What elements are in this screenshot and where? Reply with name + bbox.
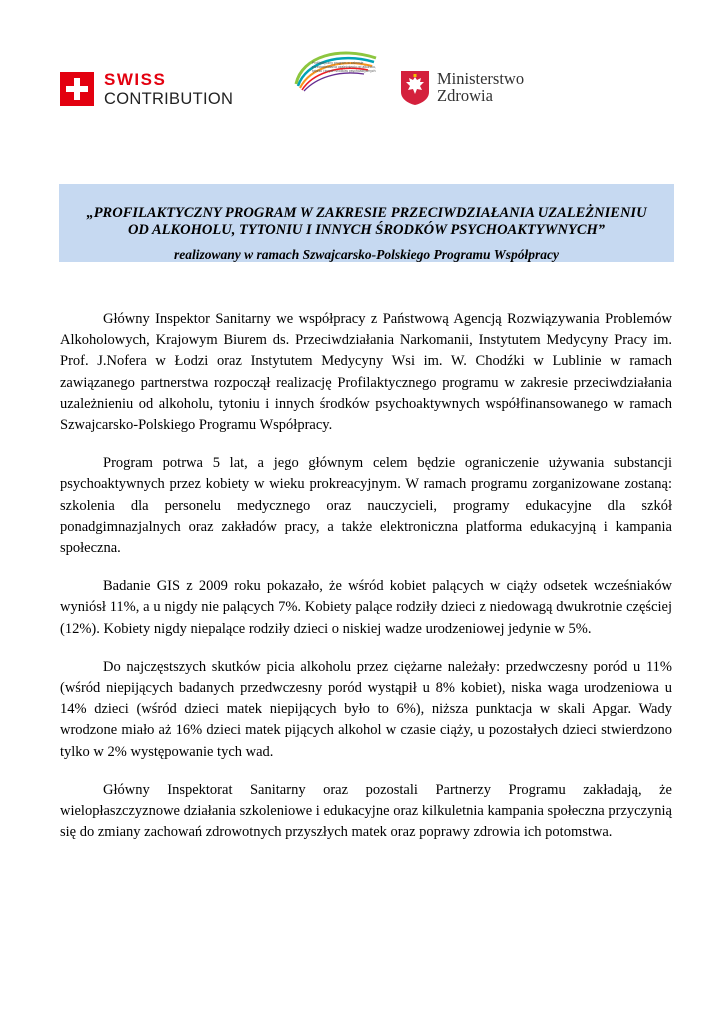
paragraph: Do najczęstszych skutków picia alkoholu przez ciężarne należały: przedwczesny poród u 11% (wśród niepijących badanych przedwczesny poród wystąpił u 8% kobiet), niska waga urodzeniowa u 14% dzieci (wśród dzieci matek niepijących było to 6%), niższa punktacja w skali Apgar. Wady wrodzone miało aż 16% dzieci matek pijących alkohol w czasie ciąży, u pozostałych dzieci stwierdzono tylko w 2% występowanie tych wad. xyxy=(60,658,672,760)
swiss-logo-line1: SWISS xyxy=(104,70,167,89)
document-subtitle: realizowany w ramach Szwajcarsko-Polskiego Programu Współpracy xyxy=(174,247,559,262)
document-title-line2: OD ALKOHOLU, TYTONIU I INNYCH ŚRODKÓW PSYCHOAKTYWNYCH” xyxy=(127,222,606,238)
program-logo xyxy=(290,44,380,92)
swiss-flag-icon xyxy=(60,72,94,106)
paragraph: Główny Inspektor Sanitarny we współpracy z Państwową Agencją Rozwiązywania Problemów Alkoholowych, Krajowym Biurem ds. Przeciwdziałania Narkomanii, Instytutem Medycyny Pracy im. Prof. J.Nofera w Łodzi oraz Instytutem Medycyny Wsi im. W. Chodźki w Lublinie w ramach zawiązanego partnerstwa rozpoczął realizację Profilaktycznego programu w zakresie przeciwdziałania uzależnieniu od alkoholu, tytoniu i innych środków psychoaktywnych współfinansowanego w ramach Szwajcarsko-Polskiego Programu Współpracy. xyxy=(60,311,672,434)
program-logo-caption: Profilaktyczny program w zakresie przeciwdziałania uzależnieniu od alkoholu, tytoniu i innych środków psychoaktywnych xyxy=(312,61,376,73)
paragraph: Badanie GIS z 2009 roku pokazało, że wśród kobiet palących w ciąży odsetek wcześniaków wyniósł 11%, a u nigdy nie palących 7%. Kobiety palące rodziły dzieci z niedowagą dwukrotnie częściej (12%). Kobiety nigdy niepalące rodziły dzieci o niskiej wadze urodzeniowej jedynie w 5%. xyxy=(60,578,672,637)
ministry-logo-line1: Ministerstwo xyxy=(437,69,525,88)
paragraph: Program potrwa 5 lat, a jego głównym celem będzie ograniczenie używania substancji psychoaktywnych przez kobiety w wieku prokreacyjnym. W ramach programu zorganizowane zostaną: szkolenia dla personelu medycznego oraz nauczycieli, programy edukacyjne dla szkół ponadgimnazjalnych oraz zakładów pracy, a także elektroniczna platforma edukacyjną i kampania społeczna. xyxy=(60,455,672,557)
swiss-contribution-logo xyxy=(60,72,240,108)
ministry-of-health-logo xyxy=(400,70,530,110)
ministry-logo-line2: Zdrowia xyxy=(437,86,493,105)
polish-eagle-emblem-icon xyxy=(400,70,430,106)
swiss-logo-line2: CONTRIBUTION xyxy=(104,90,234,108)
document-title-line1: „PROFILAKTYCZNY PROGRAM W ZAKRESIE PRZECIWDZIAŁANIA UZALEŻNIENIU xyxy=(86,205,647,221)
paragraph: Główny Inspektorat Sanitarny oraz pozostali Partnerzy Programu zakładają, że wielopłaszczyznowe działania szkoleniowe i edukacyjne oraz kilkuletnia kampania społeczna przyczynią się do zmiany zachowań zdrowotnych przyszłych matek oraz poprawy zdrowia ich potomstwa. xyxy=(60,781,672,841)
document-body xyxy=(60,309,672,860)
title-box xyxy=(59,184,674,262)
